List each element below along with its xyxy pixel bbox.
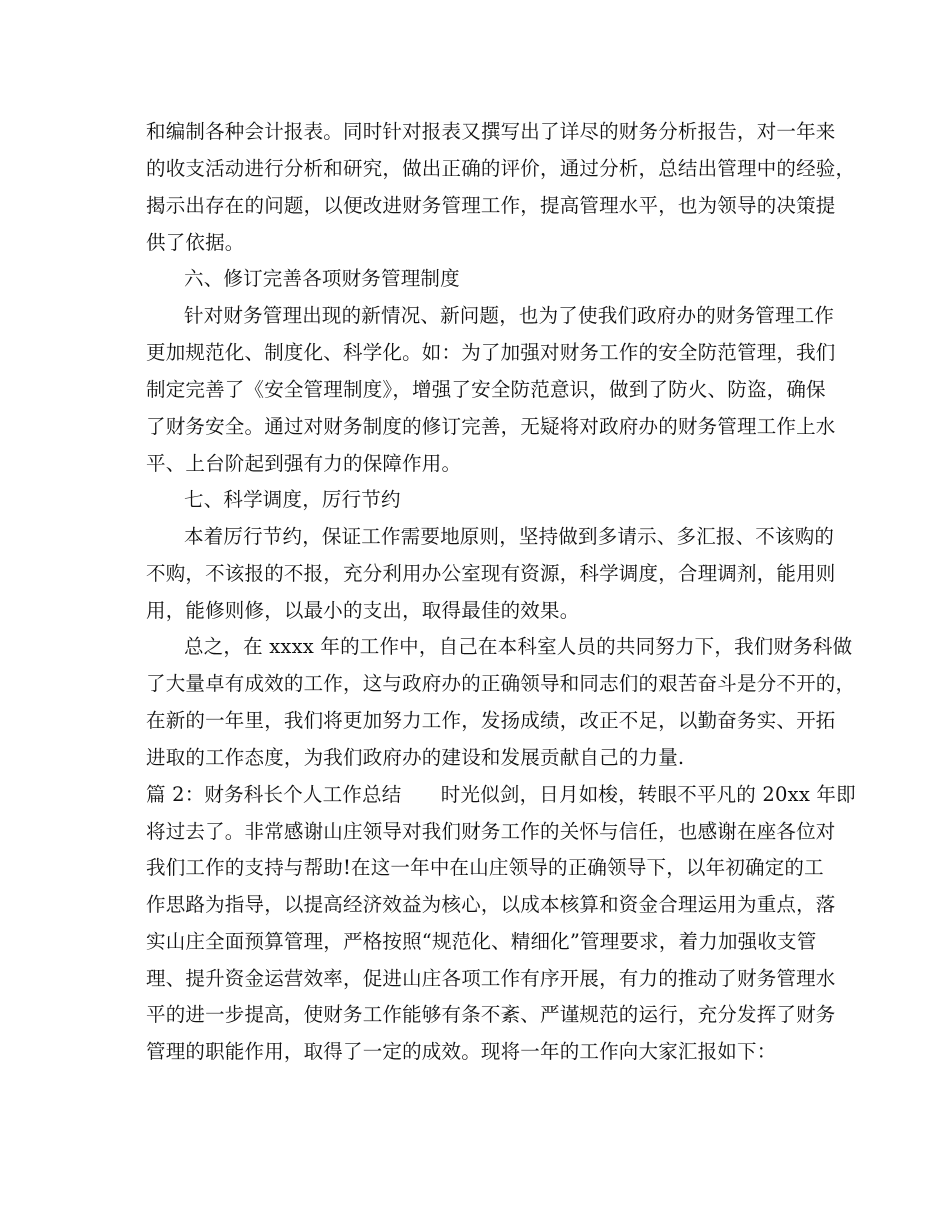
- text-line: 平、上台阶起到强有力的保障作用。: [146, 452, 462, 475]
- text-line: 进取的工作态度，为我们政府办的建设和发展贡献自己的力量.: [146, 746, 685, 769]
- text-line: 揭示出存在的问题，以便改进财务管理工作，提高管理水平，也为领导的决策提: [146, 194, 836, 217]
- text-line: 不购，不该报的不报，充分利用办公室现有资源，科学调度，合理调剂，能用则: [146, 562, 836, 585]
- text-line: 作思路为指导，以提高经济效益为核心，以成本核算和资金合理运用为重点，落: [146, 893, 836, 916]
- paragraph-first-line: 总之，在 xxxx 年的工作中，自己在本科室人员的共同努力下，我们财务科做: [184, 635, 853, 658]
- text-line: 用，能修则修，以最小的支出，取得最佳的效果。: [146, 599, 580, 622]
- text-line: 我们工作的支持与帮助!在这一年中在山庄领导的正确领导下，以年初确定的工: [146, 856, 824, 879]
- text-line: 供了依据。: [146, 231, 245, 254]
- text-line: 制定完善了《安全管理制度》，增强了安全防范意识，做到了防火、防盗，确保: [146, 378, 826, 401]
- paragraph-first-line: 针对财务管理出现的新情况、新问题，也为了使我们政府办的财务管理工作: [184, 304, 835, 327]
- text-line: 了大量卓有成效的工作，这与政府办的正确领导和同志们的艰苦奋斗是分不开的，: [146, 672, 856, 695]
- text-line: 的收支活动进行分析和研究，做出正确的评价，通过分析，总结出管理中的经验，: [146, 157, 856, 180]
- text-line: 实山庄全面预算管理，严格按照“规范化、精细化”管理要求，着力加强收支管: [146, 930, 817, 953]
- section-heading: 七、科学调度，厉行节约: [184, 488, 401, 511]
- text-line: 在新的一年里，我们将更加努力工作，发扬成绩，改正不足，以勤奋务实、开拓: [146, 709, 836, 732]
- text-line: 理、提升资金运营效率，促进山庄各项工作有序开展，有力的推动了财务管理水: [146, 967, 836, 990]
- paragraph-first-line: 本着厉行节约，保证工作需要地原则，坚持做到多请示、多汇报、不该购的: [184, 525, 835, 548]
- text-line: 将过去了。非常感谢山庄领导对我们财务工作的关怀与信任，也感谢在座各位对: [146, 820, 836, 843]
- text-line: 更加规范化、制度化、科学化。如：为了加强对财务工作的安全防范管理，我们: [146, 341, 836, 364]
- text-line: 平的进一步提高，使财务工作能够有条不紊、严谨规范的运行，充分发挥了财务: [146, 1003, 836, 1026]
- article-title-line: 篇 2：财务科长个人工作总结 时光似剑，日月如梭，转眼不平凡的 20xx 年即: [146, 783, 856, 806]
- section-heading: 六、修订完善各项财务管理制度: [184, 267, 460, 290]
- text-line: 管理的职能作用，取得了一定的成效。现将一年的工作向大家汇报如下：: [146, 1040, 777, 1063]
- text-line: 和编制各种会计报表。同时针对报表又撰写出了详尽的财务分析报告，对一年来: [146, 120, 836, 143]
- text-line: 了财务安全。通过对财务制度的修订完善，无疑将对政府办的财务管理工作上水: [146, 415, 836, 438]
